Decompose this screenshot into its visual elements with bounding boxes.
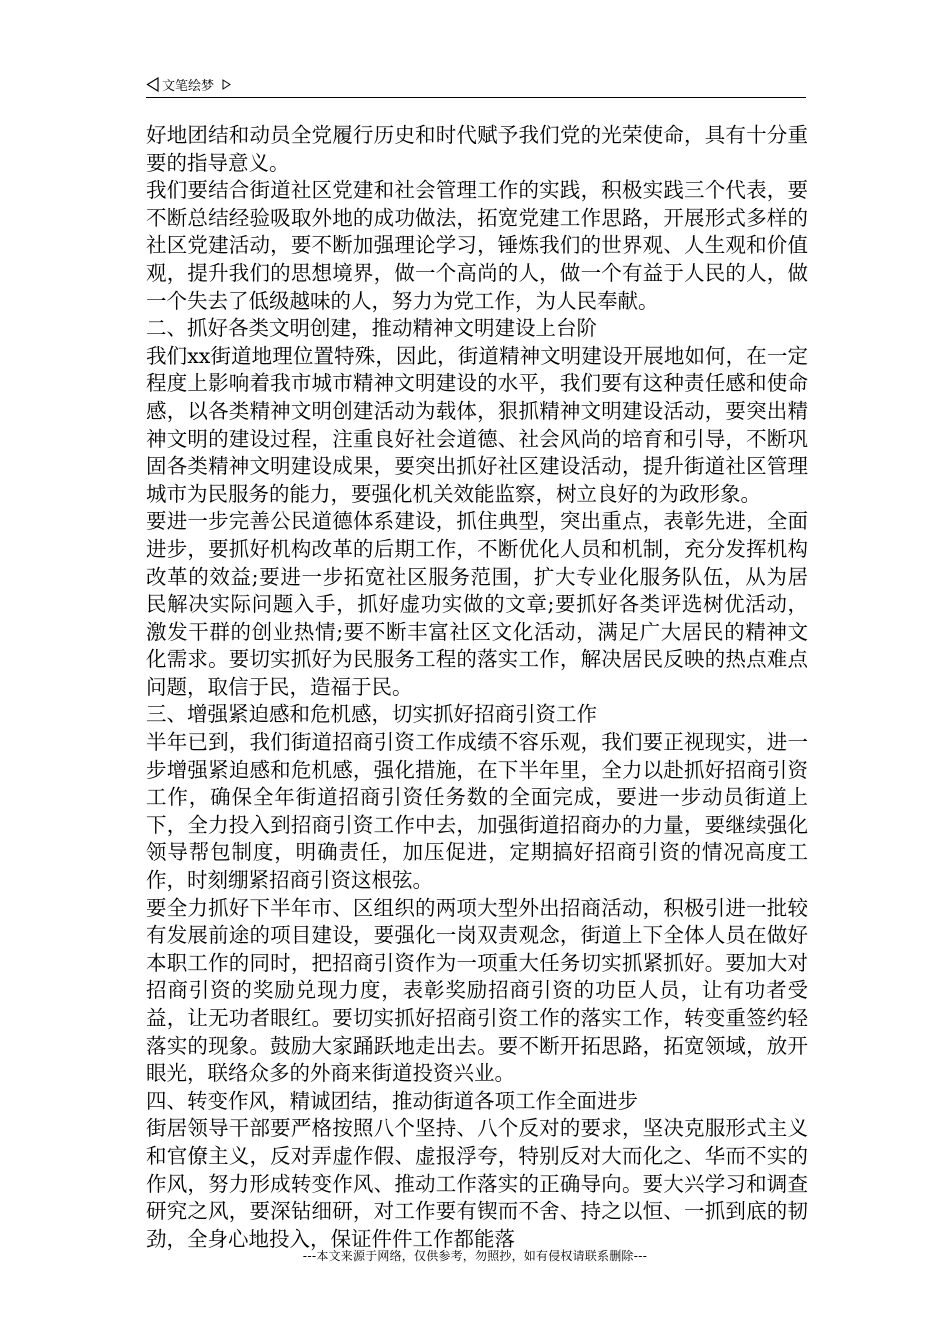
triangle-right-icon — [222, 79, 231, 90]
header-title: 文笔绘梦 — [162, 78, 215, 94]
section-heading: 三、增强紧迫感和危机感，切实抓好招商引资工作 — [146, 702, 597, 727]
paragraph: 要进一步完善公民道德体系建设，抓住典型，突出重点，表彰先进，全面进步，要抓好机构改革的后期工作，不断优化人员和机制，充分发挥机构改革的效益;要进一步拓宽社区服务范围，扩大专业化服务队伍，从为居民解决实际问题入手，抓好虚功实做的文章;要抓好各类评选树优活动，激发干群的创业热情;要不断丰富社区文化活动，满足广大居民的精神文化需求。要切实抓好为民服务工程的落实工作，解决居民反映的热点难点问题，取信于民，造福于民。 — [146, 509, 808, 699]
footer-notice: ---本文来源于网络，仅供参考，勿照抄，如有侵权请联系删除--- — [302, 1249, 648, 1263]
header-rule — [146, 97, 806, 98]
paragraph: 好地团结和动员全党履行历史和时代赋予我们党的光荣使命，具有十分重要的指导意义。 — [146, 123, 808, 175]
document-body — [146, 122, 808, 1253]
paragraph: 我们要结合街道社区党建和社会管理工作的实践，积极实践三个代表，要不断总结经验吸取外地的成功做法，拓宽党建工作思路，开展形式多样的社区党建活动，要不断加强理论学习，锤炼我们的世界观、人生观和价值观，提升我们的思想境界，做一个高尚的人，做一个有益于人民的人，做一个失去了低级越味的人，努力为党工作，为人民奉献。 — [146, 178, 808, 313]
paragraph: 我们xx街道地理位置特殊，因此，街道精神文明建设开展地如何，在一定程度上影响着我市城市精神文明建设的水平，我们要有这种责任感和使命感，以各类精神文明创建活动为载体，狠抓精神文明建设活动，要突出精神文明的建设过程，注重良好社会道德、社会风尚的培育和引导，不断巩固各类精神文明建设成果，要突出抓好社区建设活动，提升街道社区管理城市为民服务的能力，要强化机关效能监察，树立良好的为政形象。 — [146, 343, 808, 506]
paragraph: 要全力抓好下半年市、区组织的两项大型外出招商活动，积极引进一批较有发展前途的项目建设，要强化一岗双责观念，街道上下全体人员在做好本职工作的同时，把招商引资作为一项重大任务切实抓紧抓好。要加大对招商引资的奖励兑现力度，表彰奖励招商引资的功臣人员，让有功者受益，让无功者眼红。要切实抓好招商引资工作的落实工作，转变重签约轻落实的现象。鼓励大家踊跃地走出去。要不断开拓思路，拓宽领域，放开眼光，联络众多的外商来街道投资兴业。 — [146, 895, 808, 1086]
paragraph: 街居领导干部要严格按照八个坚持、八个反对的要求，坚决克服形式主义和官僚主义，反对弄虚作假、虚报浮夸，特别反对大而化之、华而不实的作风，努力形成转变作风、推动工作落实的正确导向。要大兴学习和调查研究之风，要深钻细研，对工作要有锲而不舍、持之以恒、一抓到底的韧劲，全身心地投入，保证件件工作都能落 — [146, 1116, 808, 1251]
page-header — [146, 72, 231, 96]
triangle-left-icon — [146, 77, 159, 92]
section-heading: 四、转变作风，精诚团结，推动街道各项工作全面进步 — [146, 1088, 638, 1113]
paragraph: 半年已到，我们街道招商引资工作成绩不容乐观，我们要正视现实，进一步增强紧迫感和危机感，强化措施，在下半年里，全力以赴抓好招商引资工作，确保全年街道招商引资任务数的全面完成，要进一步动员街道上下，全力投入到招商引资工作中去，加强街道招商办的力量，要继续强化领导帮包制度，明确责任，加压促进，定期搞好招商引资的情况高度工作，时刻绷紧招商引资这根弦。 — [146, 730, 808, 893]
section-heading: 二、抓好各类文明创建，推动精神文明建设上台阶 — [146, 316, 597, 341]
